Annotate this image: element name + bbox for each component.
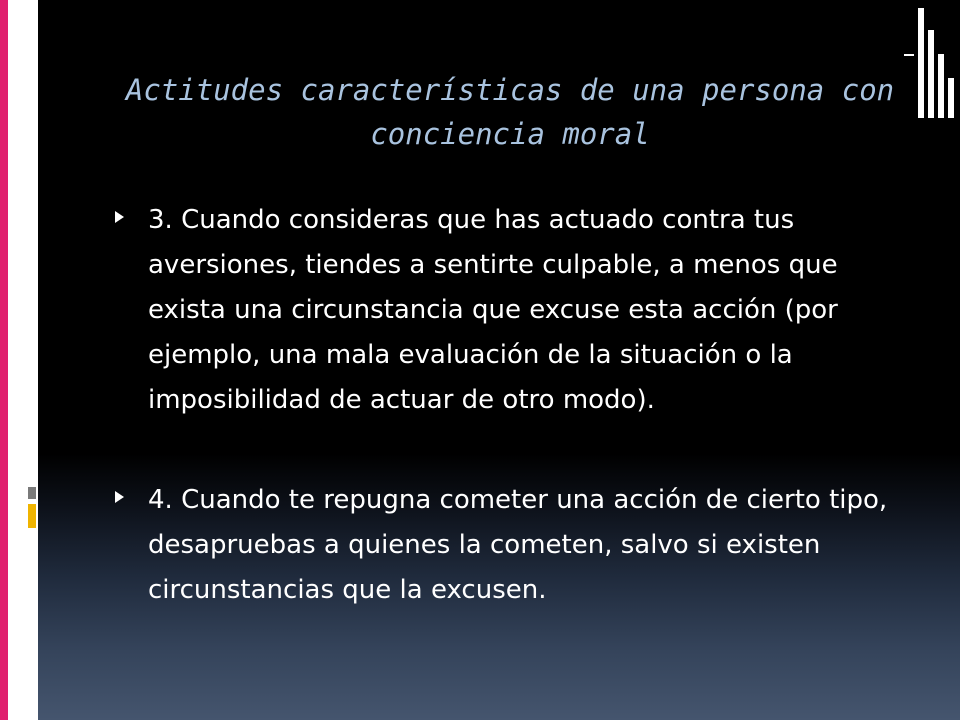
left-accent-strip xyxy=(0,0,38,720)
bullet-list xyxy=(112,198,892,613)
list-item xyxy=(112,198,892,423)
bullet-text: 3. Cuando consideras que has actuado contra tus aversiones, tiendes a sentirte culpable, a menos que exista una circunstancia que excuse esta acción (por ejemplo, una mala evaluación de la situación o la imposibilidad de actuar de otro modo). xyxy=(148,205,838,415)
bullet-text: 4. Cuando te repugna cometer una acción de cierto tipo, desapruebas a quienes la cometen, salvo si existen circunstancias que la excusen. xyxy=(148,485,888,605)
square-bullet-icon xyxy=(112,211,124,223)
square-bullet-icon xyxy=(112,491,124,503)
yellow-accent-block xyxy=(28,504,36,528)
slide-title: Actitudes características de una persona con conciencia moral xyxy=(125,73,895,151)
gray-accent-block xyxy=(28,487,36,499)
list-item xyxy=(112,478,892,613)
magenta-accent-stripe xyxy=(0,0,8,720)
